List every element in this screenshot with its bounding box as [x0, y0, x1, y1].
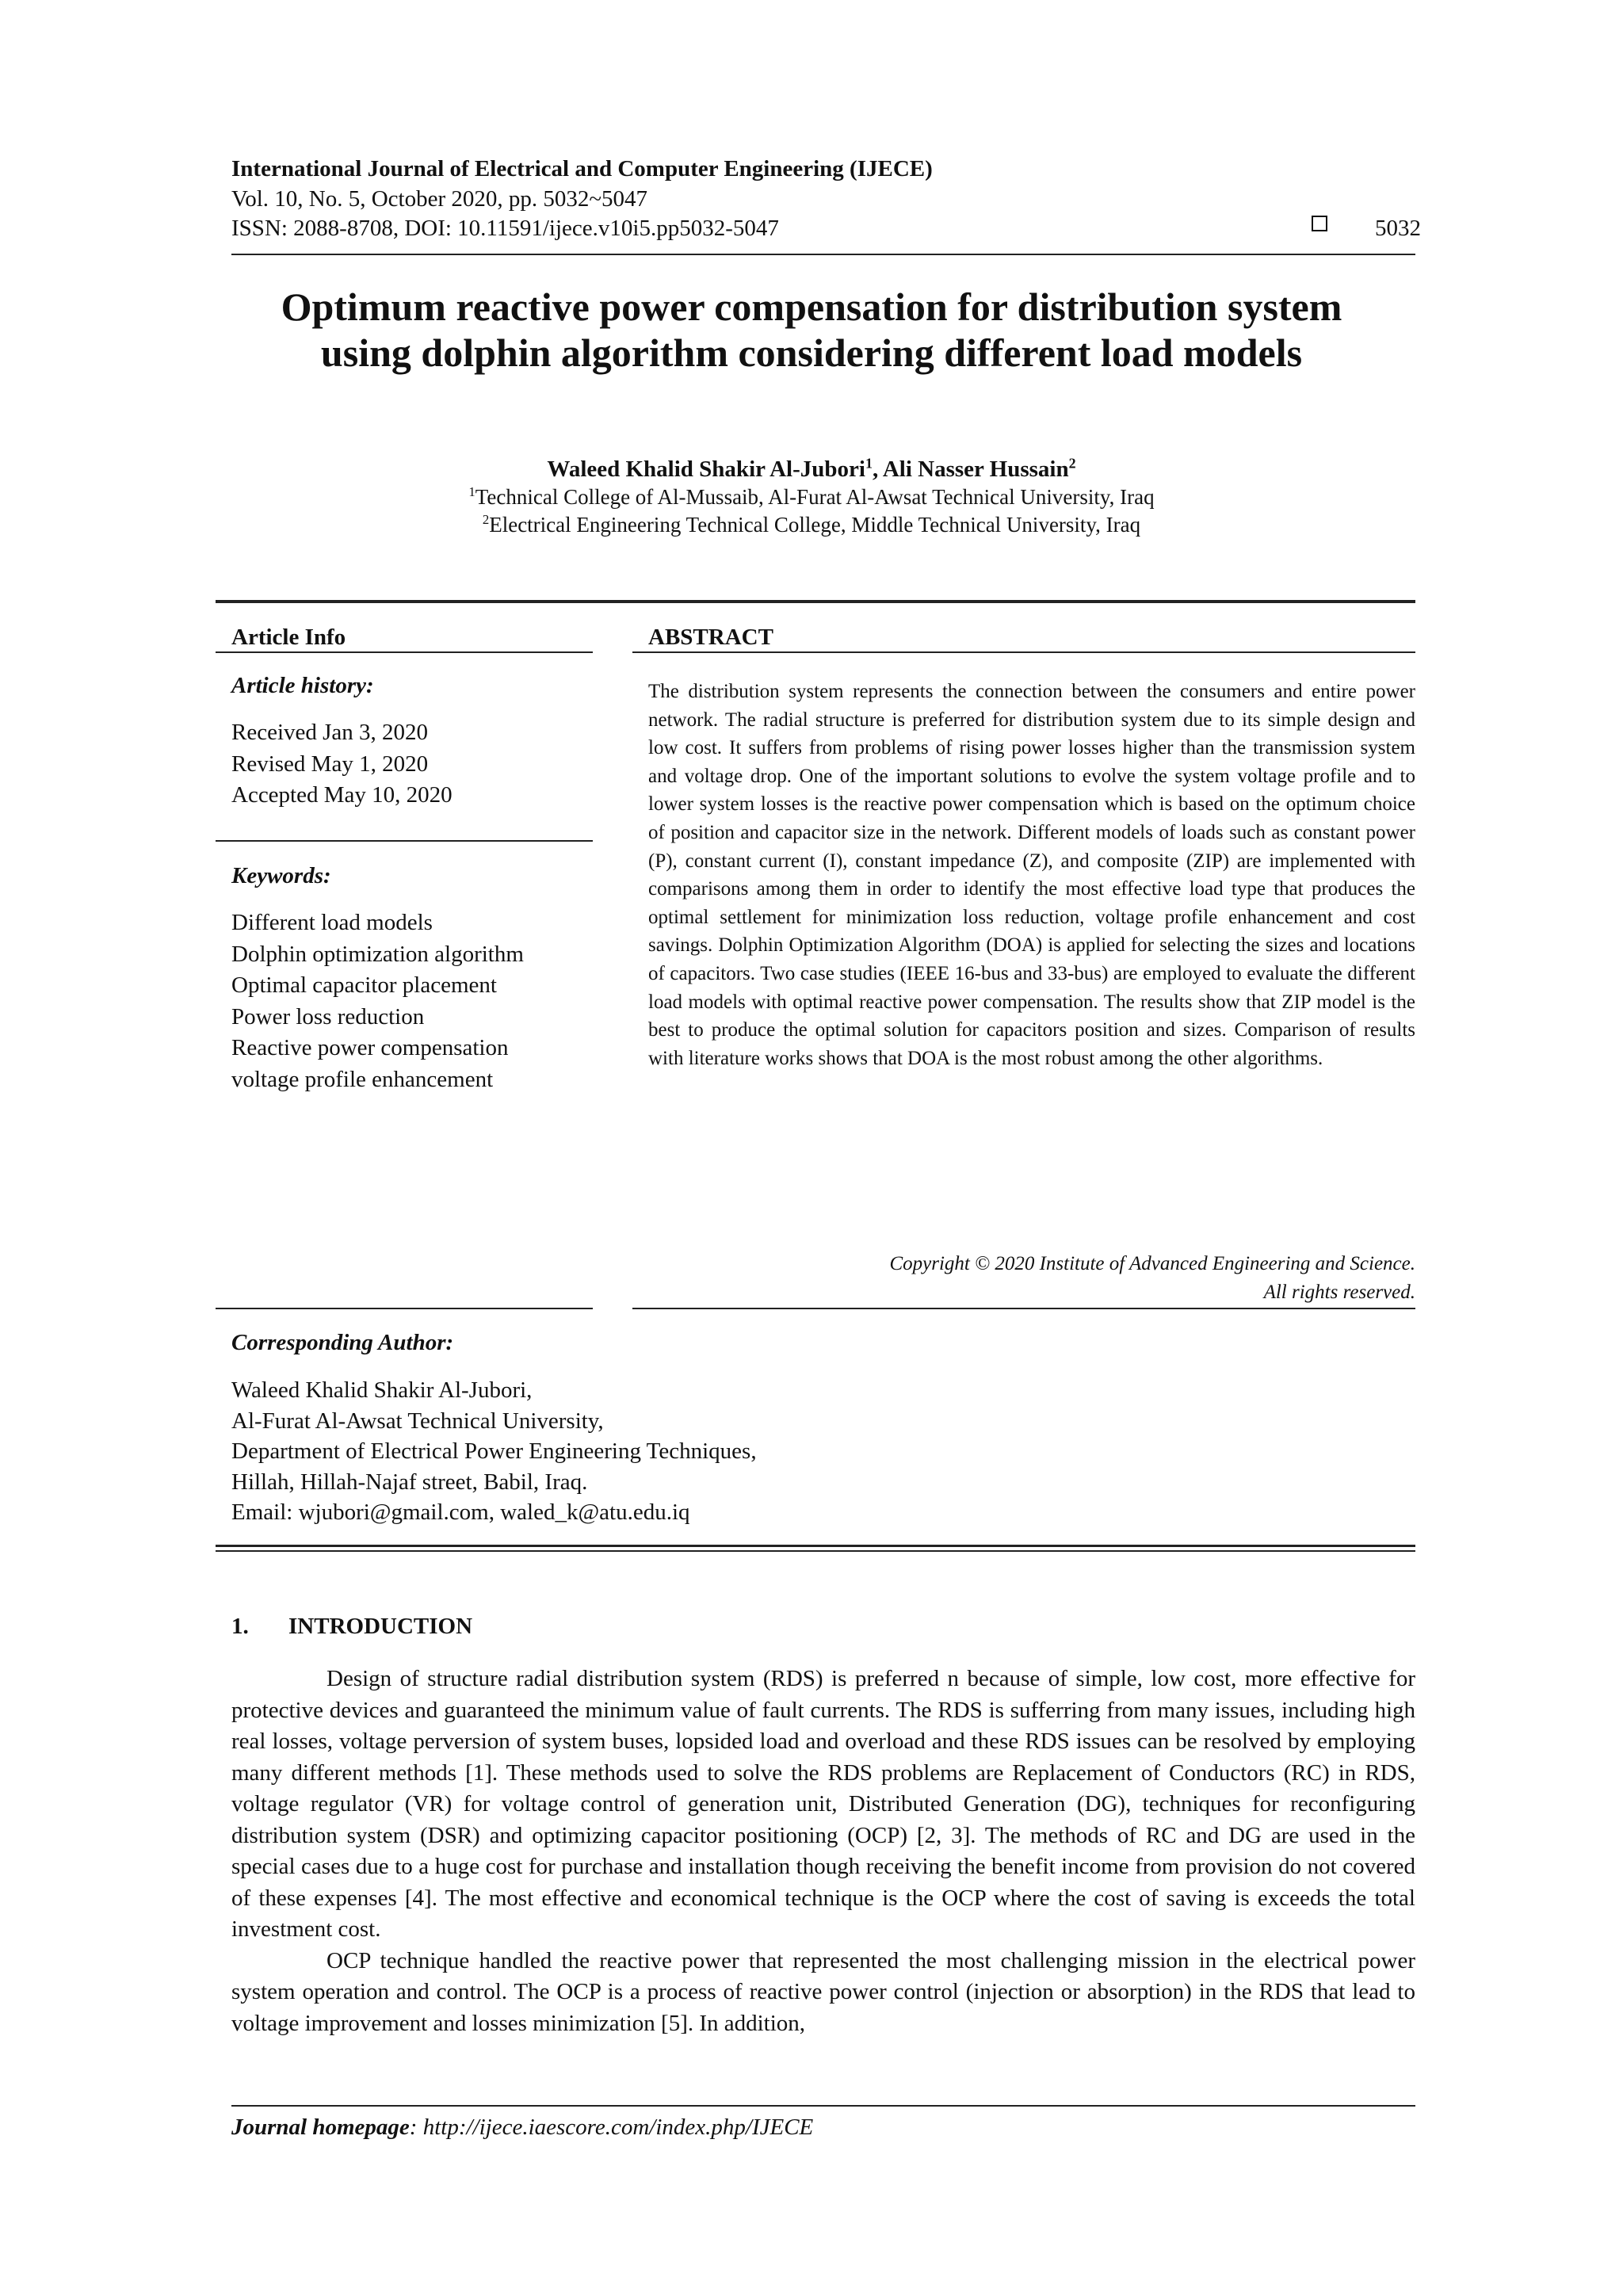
keyword-item: Dolphin optimization algorithm: [231, 941, 524, 967]
author-university: Al-Furat Al-Awsat Technical University,: [231, 1408, 604, 1434]
author-info-rule-left: [216, 1308, 593, 1309]
received-date: Received Jan 3, 2020: [231, 720, 429, 745]
keyword-item: Optimal capacitor placement: [231, 972, 497, 998]
keyword-item: Reactive power compensation: [231, 1035, 509, 1060]
keyword-list: [231, 907, 524, 1095]
copyright-line-1: Copyright © 2020 Institute of Advanced Engineering and Science.: [889, 1253, 1415, 1274]
section-double-rule-top: [216, 1545, 1415, 1547]
introduction-heading: INTRODUCTION: [288, 1614, 473, 1639]
author-department: Department of Electrical Power Engineering Techniques,: [231, 1438, 757, 1465]
affiliation-1: [190, 484, 1433, 510]
abstract-rule: [632, 651, 1415, 653]
header-rule: [231, 254, 1415, 255]
author-2-affiliation-mark: 2: [1068, 455, 1076, 472]
author-separator: ,: [872, 457, 883, 482]
checkbox-square-icon: [1312, 216, 1327, 231]
author-address: Hillah, Hillah-Najaf street, Babil, Iraq.: [231, 1469, 588, 1495]
volume-info: Vol. 10, No. 5, October 2020, pp. 5032~5047: [231, 186, 648, 212]
journal-name: International Journal of Electrical and Computer Engineering (IJECE): [231, 156, 933, 181]
author-2: Ali Nasser Hussain: [882, 457, 1069, 482]
corresponding-author-heading: Corresponding Author:: [231, 1330, 454, 1355]
journal-homepage: [231, 2114, 813, 2141]
homepage-url-link[interactable]: http://ijece.iaescore.com/index.php/IJECE: [422, 2115, 814, 2140]
affiliation-2-text: Electrical Engineering Technical College, Middle Technical University, Iraq: [489, 513, 1141, 537]
paragraph: OCP technique handled the reactive power that represented the most challenging mission in the electrical power system operation and control. The OCP is a process of reactive power control (injection or absorption) in the RDS that lead to voltage improvement and losses minimization [5]. In addition,: [231, 1947, 1415, 2036]
author-1-affiliation-mark: 1: [865, 455, 873, 472]
abstract-text: The distribution system represents the connection between the consumers and entire power network. The radial structure is preferred for distribution system due to its simple design and low cost. It suffers from problems of rising power losses higher than the transmission system and voltage drop. One of the important solutions to evolve the system voltage profile and to lower system losses is the reactive power compensation which is based on the optimum choice of position and capacitor size in the network. Different models of loads such as constant power (P), constant current (I), constant impedance (Z), and composite (ZIP) are implemented with comparisons among them in order to identify the most effective load type that produces the optimal settlement for minimization loss reduction, voltage profile enhancement and cost savings. Dolphin Optimization Algorithm (DOA) is applied for selecting the sizes and locations of capacitors. Two case studies (IEEE 16-bus and 33-bus) are employed to evaluate the different load models with optimal reactive power compensation. The results show that ZIP model is the best to produce the optimal solution for capacitors position and sizes. Comparison of results with literature works shows that DOA is the most robust among the other algorithms.: [648, 681, 1415, 1069]
keyword-item: Different load models: [231, 910, 433, 935]
homepage-label: Journal homepage: [231, 2115, 410, 2140]
abstract-heading: ABSTRACT: [648, 625, 773, 650]
issn-doi: ISSN: 2088-8708, DOI: 10.11591/ijece.v10i5.pp5032-5047: [231, 216, 779, 241]
affiliation-1-text: Technical College of Al-Mussaib, Al-Furat Al-Awsat Technical University, Iraq: [475, 485, 1155, 509]
introduction-body: [231, 1664, 1415, 2039]
affiliation-2: [190, 512, 1433, 537]
article-history-list: [231, 717, 453, 812]
article-info-rule: [216, 651, 593, 653]
page-number: 5032: [1375, 216, 1421, 241]
keyword-item: voltage profile enhancement: [231, 1066, 494, 1092]
footer-rule: [231, 2105, 1415, 2107]
keyword-item: Power loss reduction: [231, 1003, 425, 1030]
author-1: Waleed Khalid Shakir Al-Jubori: [547, 457, 865, 482]
accepted-date: Accepted May 10, 2020: [231, 782, 453, 808]
paper-title: [190, 284, 1433, 376]
keywords-rule: [216, 840, 593, 842]
copyright-notice: [648, 1250, 1415, 1307]
author-name: Waleed Khalid Shakir Al-Jubori,: [231, 1377, 533, 1403]
keywords-heading: Keywords:: [231, 863, 331, 888]
homepage-separator: :: [409, 2115, 423, 2140]
introduction-number: 1.: [231, 1614, 249, 1639]
author-info-rule-right: [632, 1308, 1415, 1309]
affiliation-2-mark: 2: [482, 512, 490, 527]
revised-date: Revised May 1, 2020: [231, 751, 429, 777]
article-history-heading: Article history:: [231, 673, 374, 698]
paragraph: Design of structure radial distribution system (RDS) is preferred n because of simple, low cost, more effective for protective devices and guaranteed the minimum value of fault currents. The RDS is sufferring from many issues, including high real losses, voltage perversion of system buses, lopsided load and overload and these RDS issues can be resolved by employing many different methods [1]. These methods used to solve the RDS problems are Replacement of Conductors (RC) in RDS, voltage regulator (VR) for voltage control of generation unit, Distributed Generation (DG), techniques for reconfiguring distribution system (DSR) and optimizing capacitor positioning (OCP) [2, 3]. The methods of RC and DG are used in the special cases due to a huge cost for purchase and installation though receiving the benefit income from provision do not covered of these expenses [4]. The most effective and economical technique is the OCP where the cost of saving is exceeds the total investment cost.: [231, 1666, 1415, 1942]
article-info-heading: Article Info: [231, 625, 346, 650]
title-line-2: using dolphin algorithm considering different load models: [320, 330, 1303, 375]
corresponding-author-details: [231, 1375, 757, 1528]
author-email: Email: wjubori@gmail.com, waled_k@atu.edu.iq: [231, 1499, 690, 1526]
info-top-rule: [216, 600, 1415, 603]
author-list: [190, 456, 1433, 483]
title-line-1: Optimum reactive power compensation for distribution system: [281, 285, 1342, 329]
affiliation-1-mark: 1: [468, 484, 475, 499]
copyright-line-2: All rights reserved.: [1263, 1282, 1415, 1303]
section-double-rule-bottom: [216, 1550, 1415, 1552]
